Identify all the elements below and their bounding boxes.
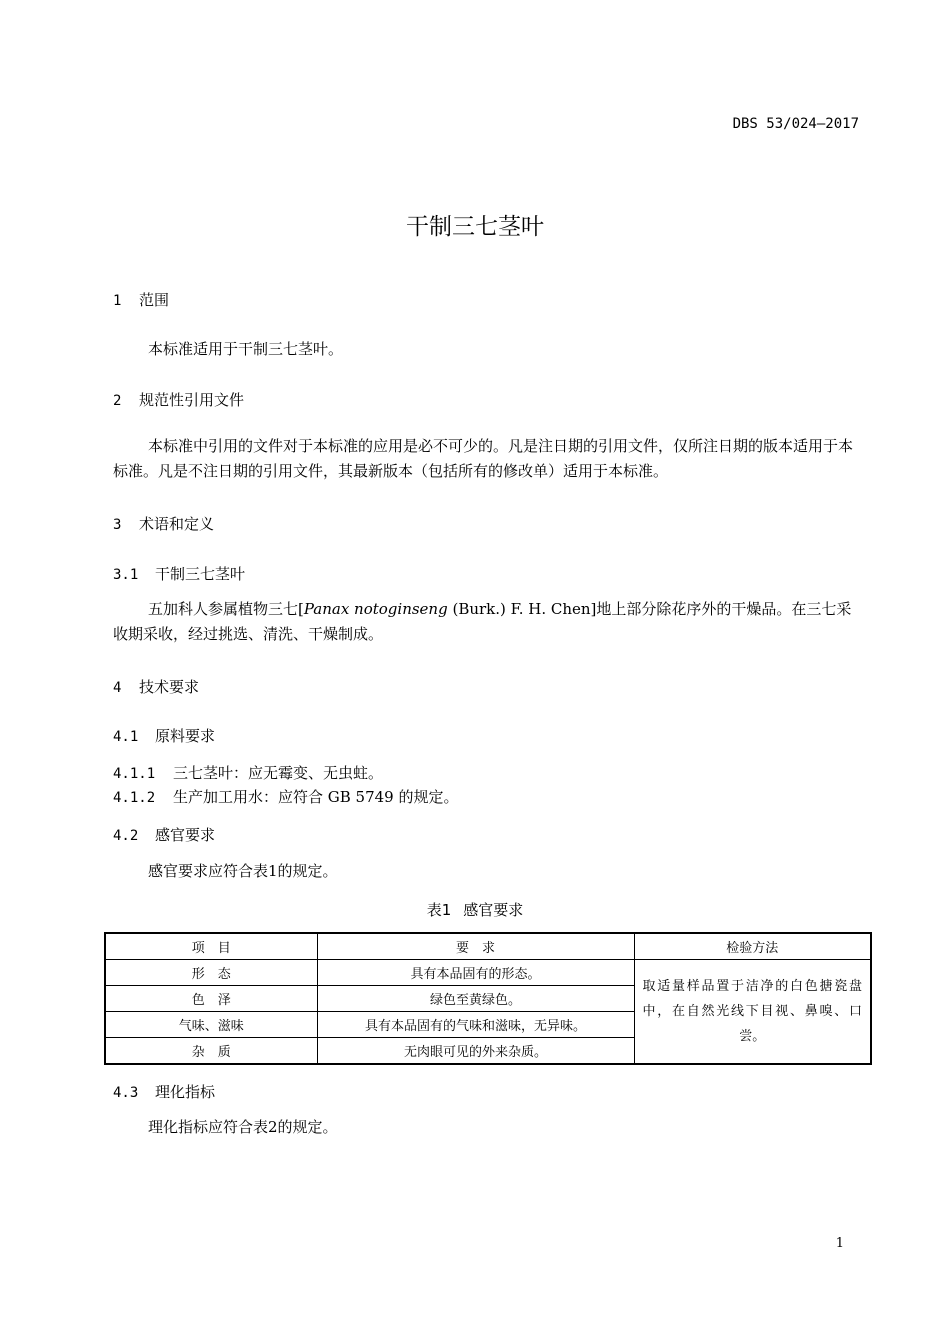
section-4-3-text: 理化指标应符合表2的规定。 xyxy=(148,1118,338,1136)
latin-name: Panax notoginseng xyxy=(303,600,448,618)
cell-method: 取适量样品置于洁净的白色搪瓷盘中，在自然光线下目视、鼻嗅、口尝。 xyxy=(634,960,871,1065)
section-4-2-text: 感官要求应符合表1的规定。 xyxy=(148,862,338,880)
section-3-1-heading xyxy=(113,563,245,584)
sensory-requirements-table xyxy=(104,932,872,1065)
section-title: 感官要求 xyxy=(155,826,216,844)
section-3-1-text xyxy=(113,597,861,647)
section-2-heading xyxy=(113,389,244,410)
section-title: 技术要求 xyxy=(139,678,200,696)
item-text: 三七茎叶：应无霉变、无虫蛀。 xyxy=(173,764,384,782)
section-4-3-heading xyxy=(113,1081,215,1102)
section-number: 3 xyxy=(113,517,122,533)
section-3-heading xyxy=(113,513,214,534)
section-number: 4 xyxy=(113,680,122,696)
item-number: 4.1.2 xyxy=(113,790,156,806)
cell-requirement: 具有本品固有的气味和滋味，无异味。 xyxy=(317,1012,634,1038)
page-title: 干制三七茎叶 xyxy=(406,214,544,240)
cell-requirement: 无肉眼可见的外来杂质。 xyxy=(317,1038,634,1065)
section-number: 3.1 xyxy=(113,567,139,583)
section-4-heading xyxy=(113,676,199,697)
section-title: 范围 xyxy=(139,291,170,309)
header-item: 项 目 xyxy=(105,933,317,960)
cell-item: 色 泽 xyxy=(105,986,317,1012)
list-item xyxy=(113,786,459,807)
section-title: 理化指标 xyxy=(155,1083,216,1101)
table-header-row xyxy=(105,933,871,960)
section-number: 4.1 xyxy=(113,729,139,745)
section-title: 原料要求 xyxy=(155,727,216,745)
cell-requirement: 绿色至黄绿色。 xyxy=(317,986,634,1012)
cell-item: 气味、滋味 xyxy=(105,1012,317,1038)
page-number: 1 xyxy=(835,1236,844,1251)
cell-item: 杂 质 xyxy=(105,1038,317,1065)
section-title: 干制三七茎叶 xyxy=(155,565,246,583)
section-title: 规范性引用文件 xyxy=(139,391,245,409)
table-number: 表1 xyxy=(426,901,452,919)
table-caption xyxy=(0,899,950,920)
cell-requirement: 具有本品固有的形态。 xyxy=(317,960,634,986)
definition-text-start: 五加科人参属植物三七[ xyxy=(148,600,304,618)
definition-text-end: (Burk.) F. H. Chen]地上部分除花序外的干燥品。在三七采收期采收，经过挑选、清洗、干燥制成。 xyxy=(113,600,852,643)
header-method: 检验方法 xyxy=(634,933,871,960)
section-title: 术语和定义 xyxy=(139,515,215,533)
section-number: 2 xyxy=(113,393,122,409)
cell-item: 形 态 xyxy=(105,960,317,986)
document-id: DBS 53/024—2017 xyxy=(732,116,859,132)
section-number: 4.3 xyxy=(113,1085,139,1101)
section-4-2-heading xyxy=(113,824,215,845)
section-number: 1 xyxy=(113,293,122,309)
header-requirement: 要 求 xyxy=(317,933,634,960)
list-item xyxy=(113,762,383,783)
section-1-text: 本标准适用于干制三七茎叶。 xyxy=(148,340,344,358)
table-title: 感官要求 xyxy=(463,901,524,919)
section-1-heading xyxy=(113,289,169,310)
section-4-1-heading xyxy=(113,725,215,746)
item-text: 生产加工用水：应符合 GB 5749 的规定。 xyxy=(173,788,459,806)
item-number: 4.1.1 xyxy=(113,766,156,782)
table-row xyxy=(105,960,871,986)
section-2-text: 本标准中引用的文件对于本标准的应用是必不可少的。凡是注日期的引用文件，仅所注日期的版本适用于本标准。凡是不注日期的引用文件，其最新版本（包括所有的修改单）适用于本标准。 xyxy=(113,437,854,480)
section-number: 4.2 xyxy=(113,828,139,844)
